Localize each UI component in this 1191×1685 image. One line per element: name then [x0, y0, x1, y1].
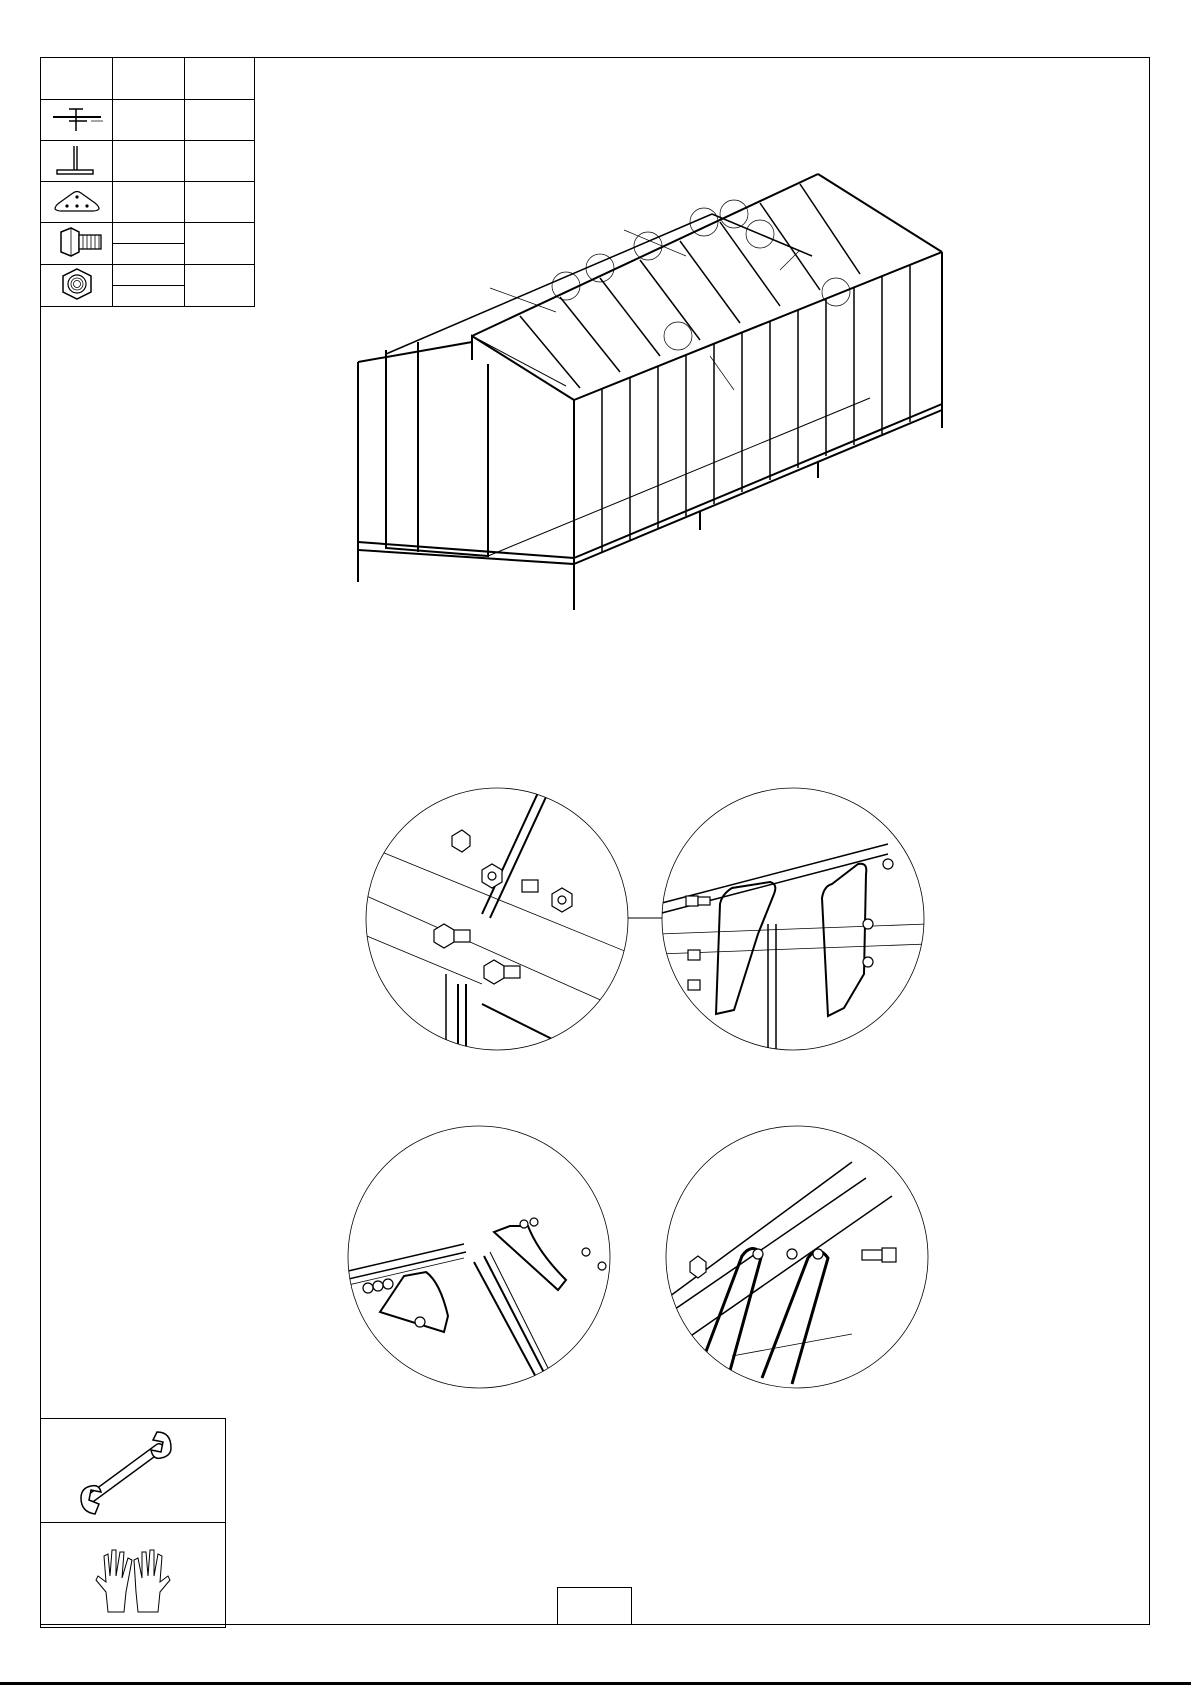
part-code-bottom: [113, 285, 184, 306]
parts-row: [41, 223, 255, 265]
part-qty: [185, 100, 255, 141]
part-code: [113, 141, 185, 182]
parts-row: [41, 182, 255, 223]
wrench-icon: [73, 1426, 193, 1516]
t-profile-icon: [47, 142, 107, 178]
t-connector-icon: [47, 101, 107, 137]
part-code-top: [113, 223, 184, 243]
part-code-top: [113, 265, 184, 285]
nut-icon: [47, 266, 107, 302]
part-code-bottom: [113, 243, 184, 264]
bolt-icon: [47, 224, 107, 260]
header-qty-cell: [185, 58, 255, 100]
header-icon-cell: [41, 58, 113, 100]
bracket-connection-detail-icon: [658, 784, 928, 1054]
parts-row: [41, 100, 255, 141]
triangle-bracket-icon: [47, 183, 107, 219]
parts-row: [41, 265, 255, 307]
gloves-icon: [88, 1530, 178, 1620]
part-code: [113, 100, 185, 141]
part-qty: [185, 265, 255, 307]
header-code-cell: [113, 58, 185, 100]
tool-wrench-box: [40, 1418, 226, 1523]
parts-table-header: [41, 58, 255, 100]
parts-table: [40, 57, 255, 307]
ridge-connection-detail-icon: [362, 784, 632, 1054]
part-qty: [185, 223, 255, 265]
bolt-plate-detail-icon: [662, 1122, 932, 1392]
part-qty: [185, 141, 255, 182]
parts-row: [41, 141, 255, 182]
part-qty: [185, 182, 255, 223]
eave-bracket-detail-icon: [344, 1122, 614, 1392]
page-number: [557, 1587, 632, 1625]
greenhouse-assembly-drawing: [330, 160, 970, 620]
part-code: [113, 182, 185, 223]
tool-gloves-box: [40, 1523, 226, 1628]
